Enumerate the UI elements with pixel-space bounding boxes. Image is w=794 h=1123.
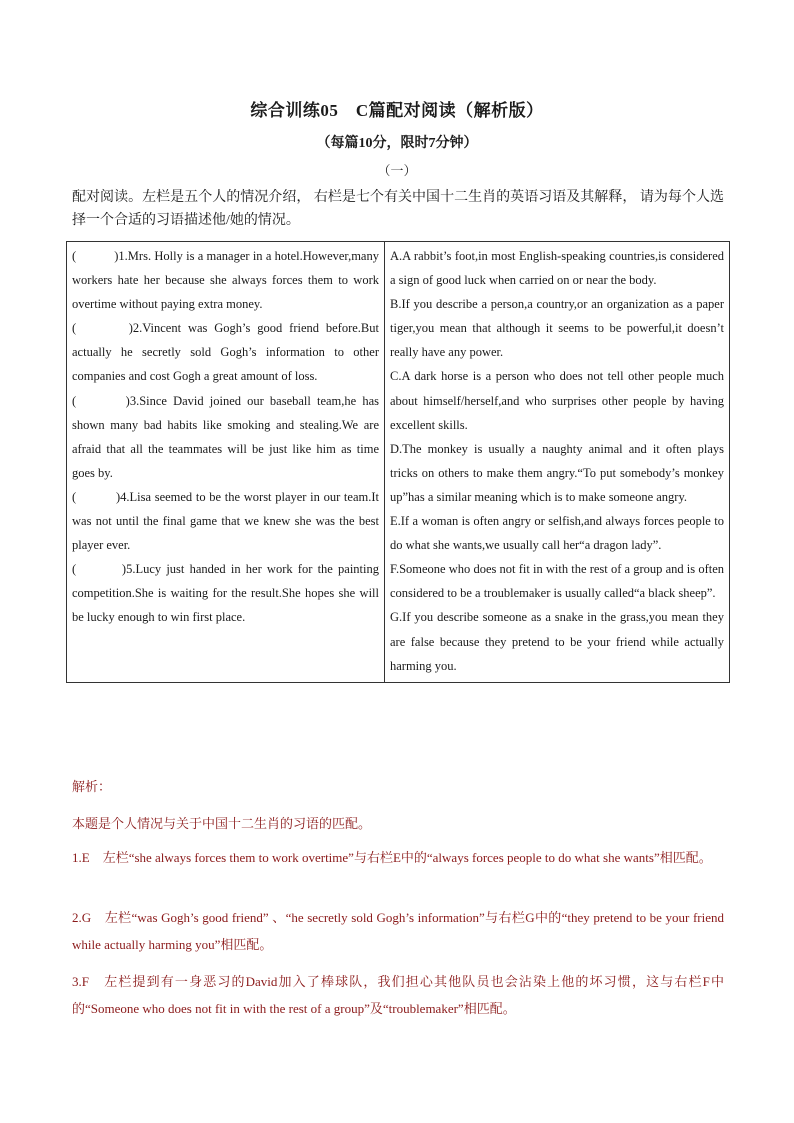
left-item-5: ( )5.Lucy just handed in her work for the painting competition.She is waiting for the result.She hopes she will be lucky enough to win first place. [72, 562, 379, 625]
left-item-1: ( )1.Mrs. Holly is a manager in a hotel.However,many workers hate her because she always forces them to work overtime without paying extra money. [72, 249, 379, 312]
right-item-g: G.If you describe someone as a snake in the grass,you mean they are false because they pretend to be your friend while actually harming you. [390, 610, 724, 673]
left-column [67, 242, 385, 683]
section-number: （一） [377, 163, 417, 178]
answer-3: 3.F 左栏提到有一身恶习的David加入了棒球队，我们担心其他队员也会沾染上他的坏习惯，这与右栏F中的“Someone who does not fit in with the rest of a group”及“troublemaker”相匹配。 [72, 974, 724, 1016]
left-item-2: ( )2.Vincent was Gogh’s good friend before.But actually he secretly sold Gogh’s information to other companies and cost Gogh a great amount of loss. [72, 321, 379, 384]
right-column [385, 242, 730, 683]
analysis-label: 解析： [72, 779, 112, 794]
matching-table [66, 241, 730, 683]
instructions-text: 配对阅读。左栏是五个人的情况介绍， 右栏是七个有关中国十二生肖的英语习语及其解释， 请为每个人选择一个合适的习语描述他/她的情况。 [72, 190, 724, 228]
answer-2: 2.G 左栏“was Gogh’s good friend” 、“he secretly sold Gogh’s information”与右栏G中的“they pretend to be your friend while actually harming you”相匹配。 [72, 910, 724, 952]
right-item-d: D.The monkey is usually a naughty animal and it often plays tricks on others to make them angry.“To put somebody’s monkey up”has a similar meaning which is to make someone angry. [390, 441, 724, 504]
right-item-e: E.If a woman is often angry or selfish,and always forces people to do what she wants,we usually call her“a dragon lady”. [390, 514, 724, 553]
right-item-a: A.A rabbit’s foot,in most English-speaking countries,is considered a sign of good luck when carried on or near the body. [390, 249, 724, 288]
right-item-f: F.Someone who does not fit in with the rest of a group and is often considered to be a troublemaker is usually called“a black sheep”. [390, 562, 724, 601]
left-item-4: ( )4.Lisa seemed to be the worst player in our team.It was not until the final game that we knew she was the best player ever. [72, 489, 379, 553]
right-item-b: B.If you describe a person,a country,or an organization as a paper tiger,you mean that although it seems to be powerful,it doesn’t really have any power. [390, 297, 724, 360]
page-title: 综合训练05 C篇配对阅读（解析版） [250, 101, 544, 120]
right-item-c: C.A dark horse is a person who does not tell other people much about himself/herself,and who surprises other people by having excellent skills. [390, 369, 724, 432]
left-item-3: ( )3.Since David joined our baseball team,he has shown many bad habits like smoking and stealing.We are afraid that all the teammates will be just like him as time goes by. [72, 393, 379, 480]
page-subtitle: （每篇10分，限时7分钟） [316, 136, 478, 151]
analysis-intro: 本题是个人情况与关于中国十二生肖的习语的匹配。 [72, 816, 372, 831]
answer-1: 1.E 左栏“she always forces them to work overtime”与右栏E中的“always forces people to do what she wants”相匹配。 [72, 850, 712, 865]
